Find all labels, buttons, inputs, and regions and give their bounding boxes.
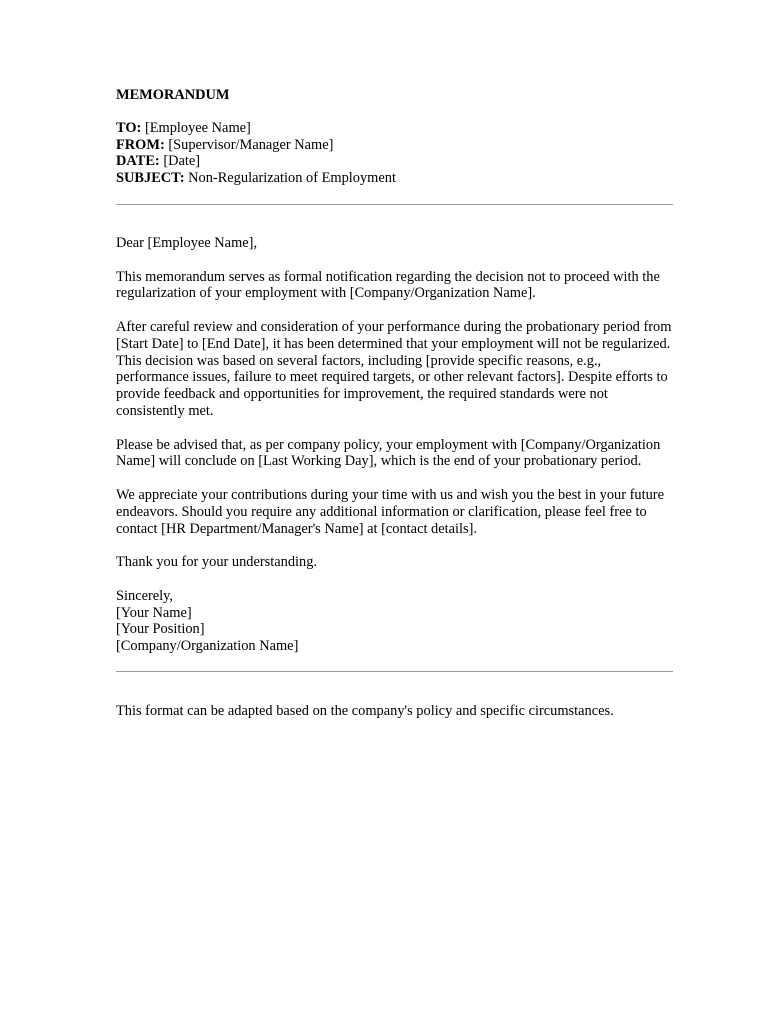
paragraph-review: After careful review and consideration of your performance during the probationary period from [Start Date] to [End Date], it has been determined that your employment will not be regularized. This decision was based on several factors, including [provide specific reasons, e.g., performance issues, failure to meet required targets, or other relevant factors]. Despite efforts to provide feedback and opportunities for improvement, the required standards were not consistently met. [116,318,672,419]
salutation: Dear [Employee Name], [116,234,258,251]
to-value: [Employee Name] [144,119,251,136]
memo-content [116,87,676,737]
signature-block [116,588,676,655]
footer-divider [116,671,673,672]
memo-title: MEMORANDUM [116,87,230,103]
paragraph-notification: This memorandum serves as formal notification regarding the decision not to proceed with the regularization of your employment with [Company/Organization Name]. [116,268,660,302]
subject-line [116,170,676,187]
paragraph-thanks: Thank you for your understanding. [116,554,318,571]
to-label: TO: [116,119,142,136]
signature-company: [Company/Organization Name] [116,638,299,655]
signature-position: [Your Position] [116,621,205,638]
paragraph-appreciation: We appreciate your contributions during your time with us and wish you the best in your future endeavors. Should you require any additional information or clarification, please feel free to contact [HR Department/Manager's Name] at [contact details]. [116,486,664,537]
from-value: [Supervisor/Manager Name] [168,136,334,153]
from-label: FROM: [116,136,165,153]
from-line [116,137,676,154]
to-line [116,120,676,137]
paragraph-policy: Please be advised that, as per company policy, your employment with [Company/Organization Name] will conclude on [Last Working Day], which is the end of your probationary period. [116,436,661,470]
footer-note: This format can be adapted based on the company's policy and specific circumstances. [116,702,614,719]
header-divider [116,204,673,205]
signature-closing: Sincerely, [116,587,174,604]
date-line [116,153,676,170]
date-label: DATE: [116,153,160,170]
signature-name: [Your Name] [116,604,192,621]
subject-value: Non-Regularization of Employment [188,170,396,187]
subject-label: SUBJECT: [116,170,185,187]
date-value: [Date] [163,153,201,170]
